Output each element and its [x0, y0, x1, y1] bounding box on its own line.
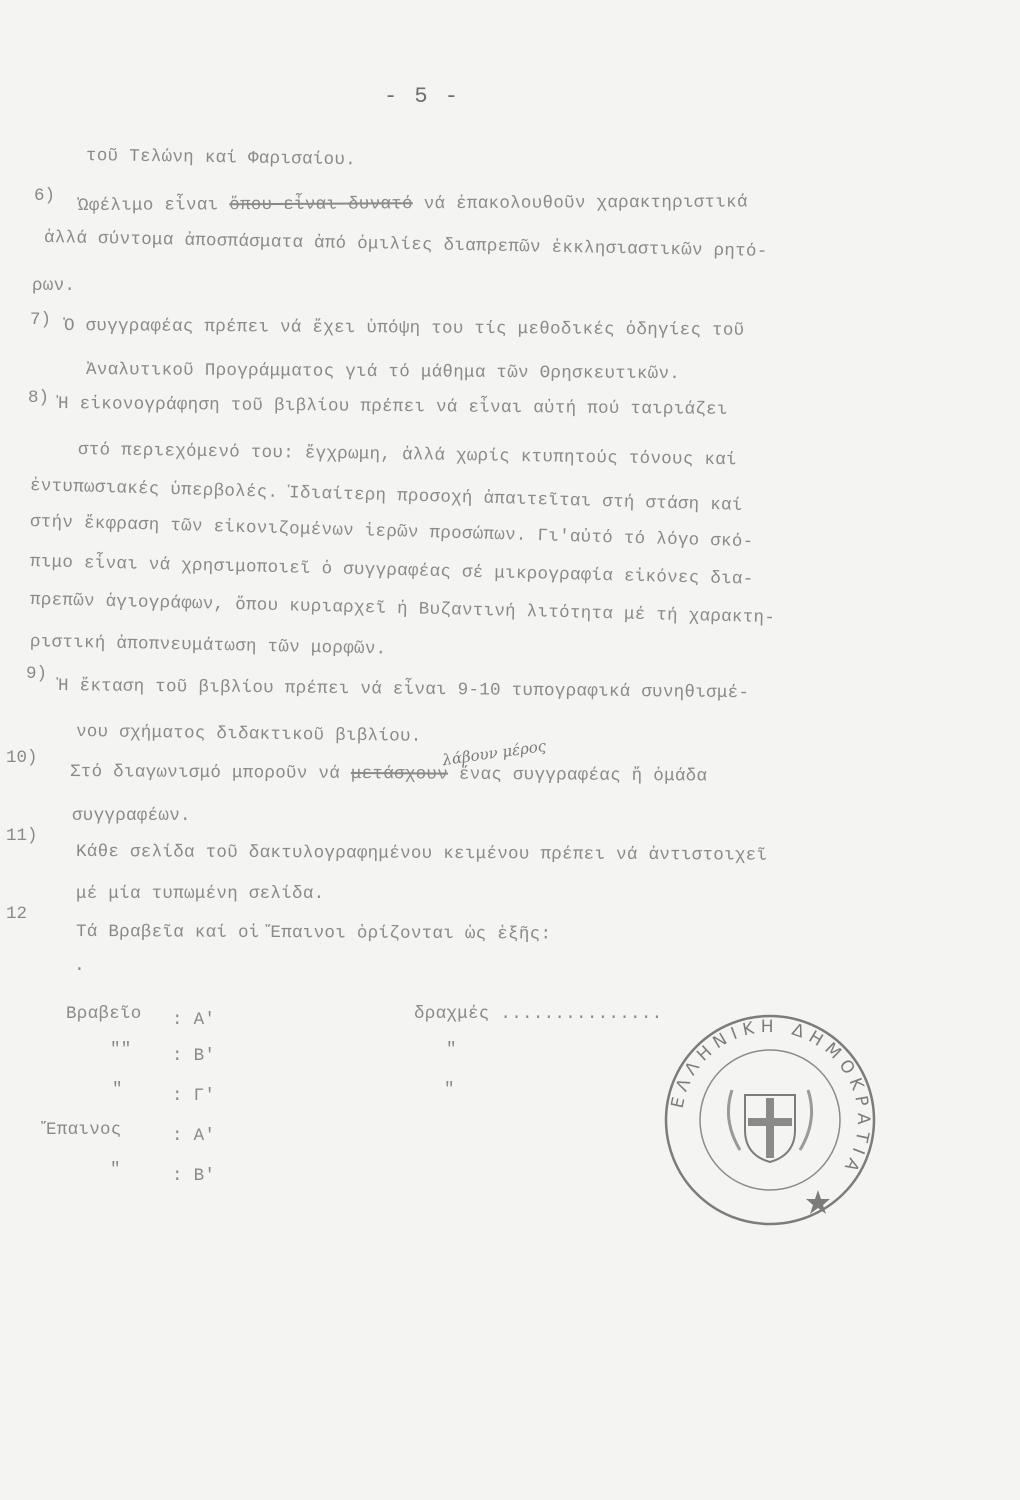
- text-line: Ὁ συγγραφέας πρέπει νά ἔχει ὑπόψη του τίς μεθοδικές ὁδηγίες τοῦ: [63, 316, 745, 341]
- award-rank: : Α': [172, 1126, 216, 1146]
- award-amount: ": [444, 1080, 455, 1100]
- text-line: Ἡ εἰκονογράφηση τοῦ βιβλίου πρέπει νά εἶναι αὐτή πού ταιριάζει: [57, 394, 728, 420]
- text-line: νου σχήματος διδακτικοῦ βιβλίου.: [75, 722, 422, 747]
- award-rank: : Β': [172, 1046, 216, 1066]
- text-line: μέ μία τυπωμένη σελίδα.: [76, 884, 325, 904]
- text-line: συγγραφέων.: [72, 806, 191, 826]
- text-line-10a: [70, 762, 707, 786]
- struck-text: ὅπου εἶναι δυνατό: [229, 194, 413, 216]
- page-number: - 5 -: [384, 84, 461, 109]
- text-line: πρεπῶν ἁγιογράφων, ὅπου κυριαρχεῖ ἡ Βυζαντινή λιτότητα μέ τή χαρακτη-: [29, 590, 776, 629]
- struck-text: μετάσχουν: [350, 763, 449, 785]
- text-line: ριστική ἀποπνευμάτωση τῶν μορφῶν.: [29, 632, 387, 660]
- item-number-10: 10): [6, 748, 38, 768]
- svg-text:ΕΛΛΗΝΙΚΗ ΔΗΜΟΚΡΑΤΙΑ: ΕΛΛΗΝΙΚΗ ΔΗΜΟΚΡΑΤΙΑ: [667, 1016, 874, 1180]
- text-line: πιμο εἶναι νά χρησιμοποιεῖ ὁ συγγραφέας σέ μικρογραφία εἰκόνες δια-: [29, 552, 754, 590]
- text-line: Τά Βραβεῖα καί οἱ Ἔπαινοι ὁρίζονται ὡς ἑξῆς:: [75, 922, 552, 945]
- official-seal: [660, 1010, 880, 1230]
- item-number-7: 7): [30, 310, 52, 330]
- award-label: ": [112, 1080, 123, 1100]
- item-number-12: 12: [6, 904, 28, 924]
- award-label: "": [110, 1040, 132, 1060]
- coat-of-arms-icon: [728, 1090, 811, 1162]
- text-line: στό περιεχόμενό του: ἔγχρωμη, ἀλλά χωρίς κτυπητούς τόνους καί: [77, 440, 737, 471]
- text-line: Ἀναλυτικοῦ Προγράμματος γιά τό μάθημα τῶν Θρησκευτικῶν.: [85, 360, 681, 385]
- handwritten-correction: λάβουν μέρος: [441, 736, 548, 770]
- text-line: στήν ἔκφραση τῶν εἰκονιζομένων ἱερῶν προσώπων. Γι'αὐτό τό λόγο σκό-: [29, 512, 754, 553]
- text-line: Ἡ ἔκταση τοῦ βιβλίου πρέπει νά εἶναι 9-10 τυπογραφικά συνηθισμέ-: [57, 676, 750, 704]
- text-line: ἀλλά σύντομα ἀποσπάσματα ἀπό ὁμιλίες διαπρεπῶν ἐκκλησιαστικῶν ρητό-: [43, 228, 768, 262]
- text-segment: Στό διαγωνισμό μποροῦν νά: [69, 762, 341, 784]
- award-label: Βραβεῖο: [66, 1004, 142, 1024]
- text-line: Κάθε σελίδα τοῦ δακτυλογραφημένου κειμένου πρέπει νά ἀντιστοιχεῖ: [75, 842, 768, 866]
- award-rank: : Β': [172, 1166, 216, 1186]
- award-amount: ": [446, 1040, 457, 1060]
- award-label: Ἔπαινος: [46, 1120, 122, 1140]
- item-number-9: 9): [26, 664, 48, 684]
- text-segment: Ὠφέλιμο εἶναι: [77, 195, 219, 216]
- stray-mark: ·: [74, 960, 85, 980]
- text-segment: ἕνας συγγραφέας ἤ ὁμάδα: [458, 764, 708, 787]
- item-number-11: 11): [6, 826, 38, 846]
- text-line: τοῦ Τελώνη καί Φαρισαίου.: [85, 146, 357, 171]
- text-segment: νά ἐπακολουθοῦν χαρακτηριστικά: [423, 192, 748, 215]
- award-label: ": [110, 1160, 121, 1180]
- item-number-6: 6): [34, 186, 56, 206]
- text-line: ρων.: [32, 276, 76, 296]
- text-line: ἐντυπωσιακές ὑπερβολές. Ἰδιαίτερη προσοχή ἀπαιτεῖται στή στάση καί: [29, 476, 743, 516]
- item-number-8: 8): [28, 388, 50, 408]
- award-rank: : Γ': [172, 1086, 216, 1106]
- award-rank: : Α': [172, 1010, 216, 1030]
- text-line-6a: [78, 192, 748, 216]
- award-amount: δραχμές ...............: [414, 1004, 663, 1024]
